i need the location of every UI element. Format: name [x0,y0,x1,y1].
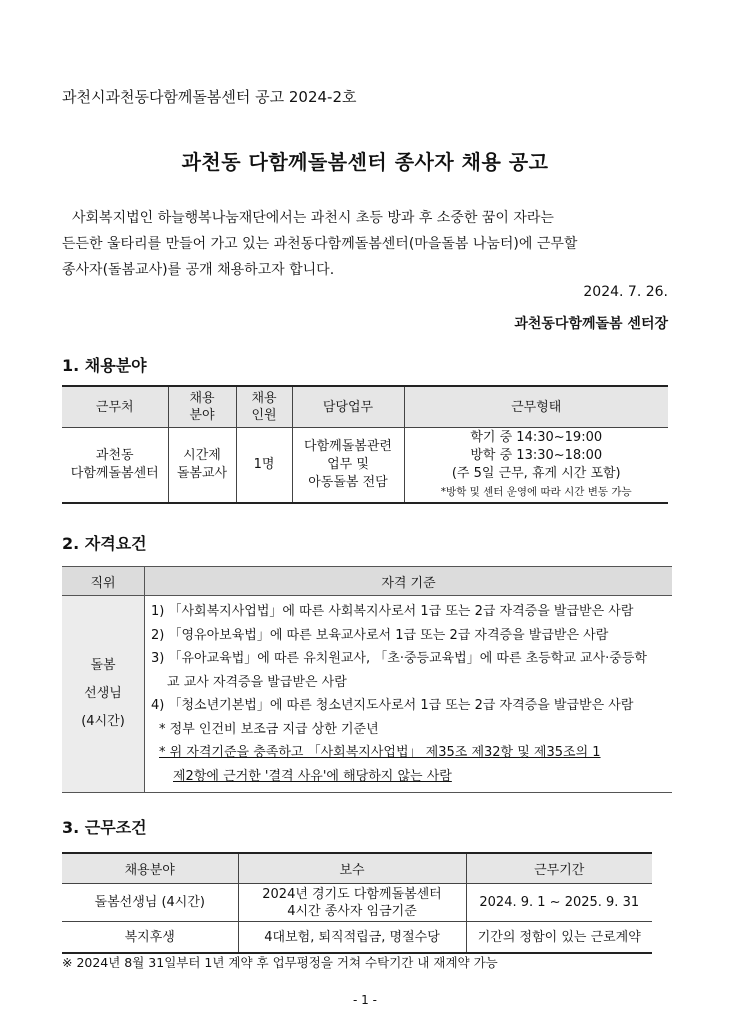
cell-pay: 2024년 경기도 다함께돌봄센터 4시간 종사자 임금기준 [238,884,466,922]
cell-duty: 다함께돌봄관련 업무 및 아동돌봄 전담 [292,428,404,504]
hours-note: *방학 및 센터 운영에 따라 시간 변동 가능 [440,486,632,498]
table-row [62,922,652,954]
intro-line: 종사자(돌봄교사)를 공개 채용하고자 합니다. [62,262,335,278]
footnote: ※ 2024년 8월 31일부터 1년 계약 후 업무평정을 거쳐 수탁기간 내 재계약 가능 [62,955,498,970]
header-pay: 보수 [238,853,466,884]
qualification-table [62,566,672,793]
table-row [62,428,668,504]
section-heading-qualifications: 2. 자격요건 [62,534,147,553]
header-criteria: 자격 기준 [145,567,673,596]
table-header-row [62,567,672,596]
cell-period: 기간의 정함이 있는 근로계약 [466,922,652,954]
table-header-row [62,386,668,428]
cell-work-hours: 학기 중 14:30~19:00 방학 중 13:30~18:00 (주 5일 근무, 휴게 시간 포함) *방학 및 센터 운영에 따라 시간 변동 가능 [404,428,668,504]
criteria-note: 제2항에 근거한 '결격 사유'에 해당하지 않는 사람 [173,768,452,784]
intro-paragraph [62,205,674,283]
cell-criteria [145,596,673,793]
cell-field: 시간제 돌봄교사 [168,428,236,504]
header-field: 채용 분야 [168,386,236,428]
section-heading-recruitment: 1. 채용분야 [62,356,147,375]
conditions-table [62,852,652,954]
header-count: 채용 인원 [236,386,292,428]
notice-number: 과천시과천동다함께돌봄센터 공고 2024-2호 [62,88,357,106]
intro-line: 사회복지법인 하늘행복나눔재단에서는 과천시 초등 방과 후 소중한 꿈이 자라는 [72,210,554,226]
cell-field: 복지후생 [62,922,238,954]
cell-pay: 4대보험, 퇴직적립금, 명절수당 [238,922,466,954]
cell-period: 2024. 9. 1 ~ 2025. 9. 31 [466,884,652,922]
criteria-item: 2) 「영유아보육법」에 따른 보육교사로서 1급 또는 2급 자격증을 발급받은 사람 [151,627,609,643]
cell-position: 돌봄 선생님 (4시간) [62,596,145,793]
header-workplace: 근무처 [62,386,168,428]
cell-count: 1명 [236,428,292,504]
criteria-item: 교 교사 자격증을 발급받은 사람 [167,674,347,690]
section-heading-conditions: 3. 근무조건 [62,818,147,837]
intro-line: 든든한 울타리를 만들어 가고 있는 과천동다함께돌봄센터(마을돌봄 나눔터)에 근무할 [62,236,578,252]
header-duty: 담당업무 [292,386,404,428]
criteria-item: 3) 「유아교육법」에 따른 유치원교사, 「초·중등교육법」에 따른 초등학교 교사·중등학 [151,651,647,666]
table-header-row [62,853,652,884]
table-row [62,596,672,793]
table-row [62,884,652,922]
header-position: 직위 [62,567,145,596]
signer: 과천동다함께돌봄 센터장 [514,316,668,332]
notice-date: 2024. 7. 26. [583,284,668,300]
document-title: 과천동 다함께돌봄센터 종사자 채용 공고 [181,150,549,174]
criteria-item: 1) 「사회복지사업법」에 따른 사회복지사로서 1급 또는 2급 자격증을 발급받은 사람 [151,604,634,619]
header-work-type: 근무형태 [404,386,668,428]
criteria-note: * 위 자격기준을 충족하고 「사회복지사업법」 제35조 제32항 및 제35조의 1 [159,745,601,760]
criteria-item: 4) 「청소년기본법」에 따른 청소년지도사로서 1급 또는 2급 자격증을 발급받은 사람 [151,698,634,713]
header-field: 채용분야 [62,853,238,884]
header-period: 근무기간 [466,853,652,884]
cell-workplace: 과천동 다함께돌봄센터 [62,428,168,504]
page-number: - 1 - [353,993,377,1007]
recruitment-table [62,385,668,504]
cell-field: 돌봄선생님 (4시간) [62,884,238,922]
criteria-note: * 정부 인건비 보조금 지급 상한 기준년 [159,721,379,737]
